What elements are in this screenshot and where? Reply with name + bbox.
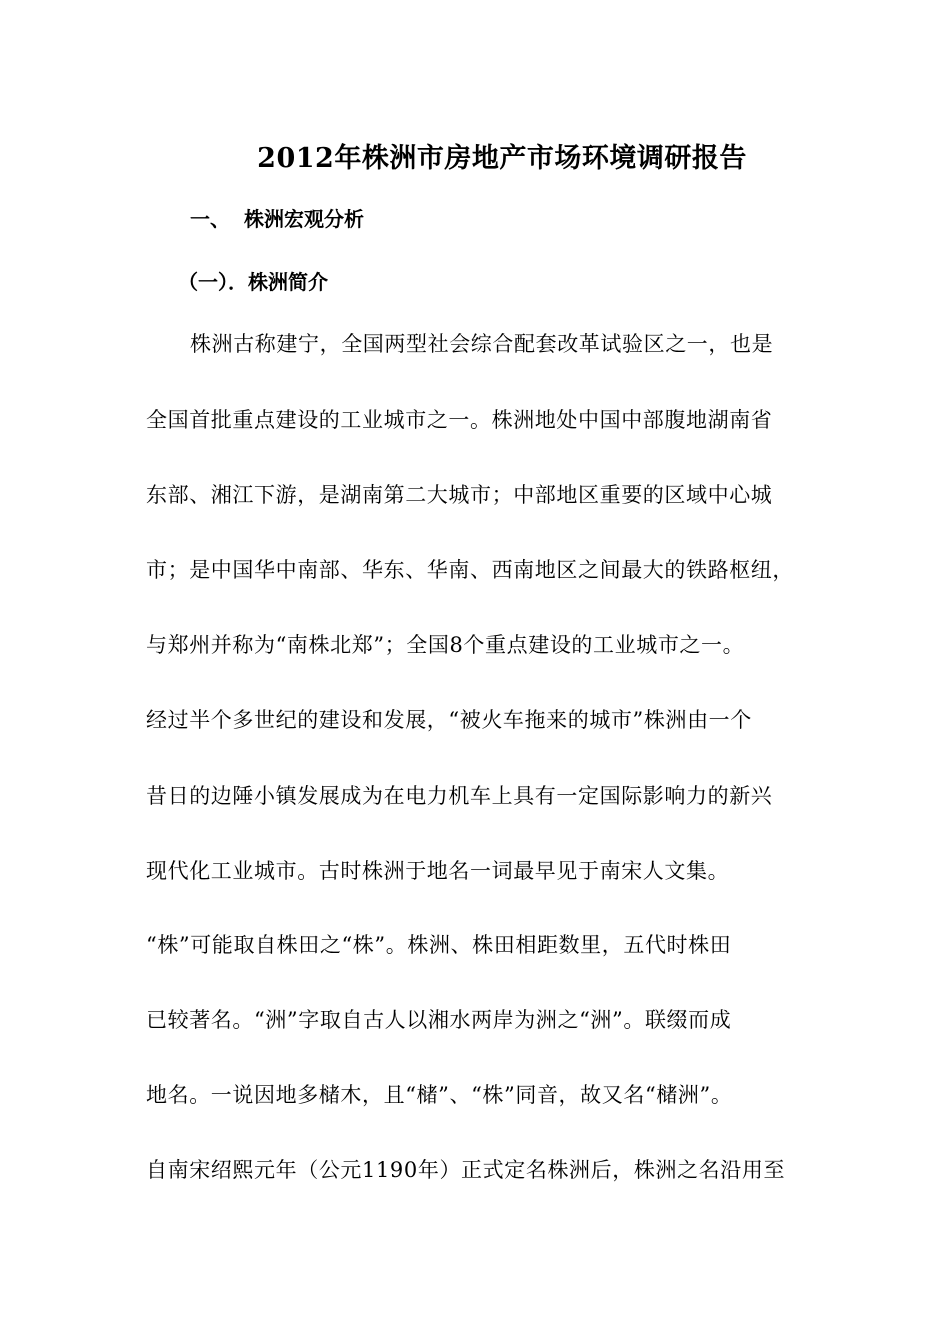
- paragraph-line: 经过半个多世纪的建设和发展，“被火车拖来的城市”株洲由一个: [146, 708, 752, 732]
- paragraph-line: “株”可能取自株田之“株”。株洲、株田相距数里，五代时株田: [146, 933, 732, 957]
- paragraph-line: 株洲古称建宁，全国两型社会综合配套改革试验区之一，也是: [190, 332, 774, 356]
- paragraph-line: 已较著名。“洲”字取自古人以湘水两岸为洲之“洲”。联缀而成: [146, 1008, 732, 1032]
- paragraph-line: 全国首批重点建设的工业城市之一。株洲地处中国中部腹地湖南省: [146, 408, 773, 432]
- paragraph-line: 地名。一说因地多槠木，且“槠”、“株”同音，故又名“槠洲”。: [146, 1083, 733, 1107]
- paragraph-line: 昔日的边陲小镇发展成为在电力机车上具有一定国际影响力的新兴: [146, 784, 773, 808]
- paragraph-line: 与郑州并称为“南株北郑”；全国8个重点建设的工业城市之一。: [146, 633, 745, 657]
- section-title: 株洲宏观分析: [244, 207, 364, 231]
- subsection-heading: （一）．株洲简介: [178, 270, 328, 294]
- document-title: 2012年株洲市房地产市场环境调研报告: [257, 143, 747, 174]
- paragraph-line: 市；是中国华中南部、华东、华南、西南地区之间最大的铁路枢纽，: [146, 558, 794, 582]
- paragraph-line: 现代化工业城市。古时株洲于地名一词最早见于南宋人文集。: [146, 859, 730, 883]
- section-number: 一、: [190, 207, 230, 231]
- paragraph-line: 东部、湘江下游，是湖南第二大城市；中部地区重要的区域中心城: [146, 483, 773, 507]
- paragraph-line: 自南宋绍熙元年（公元1190年）正式定名株洲后，株洲之名沿用至: [146, 1158, 786, 1182]
- section-heading: [190, 203, 364, 232]
